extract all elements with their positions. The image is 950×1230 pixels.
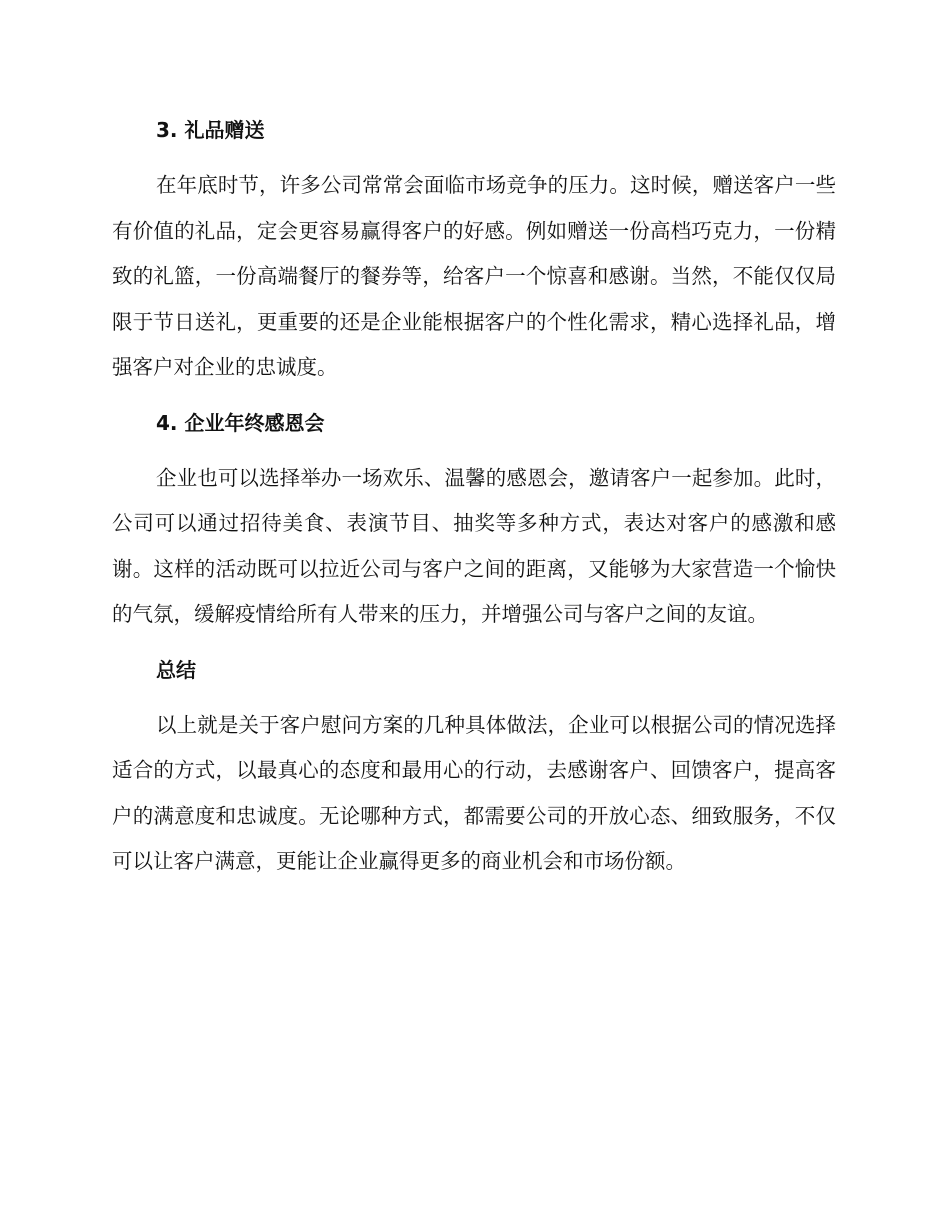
section-heading-gifts: 3. 礼品赠送	[156, 118, 265, 142]
section-heading-thanksgiving-event: 4. 企业年终感恩会	[156, 410, 325, 435]
section-paragraph-gifts: 在年底时节，许多公司常常会面临市场竞争的压力。这时候，赠送客户一些有价值的礼品，定会更容易赢得客户的好感。例如赠送一份高档巧克力，一份精致的礼篮，一份高端餐厅的餐券等，给客户一个惊喜和感谢。当然，不能仅仅局限于节日送礼，更重要的还是企业能根据客户的个性化需求，精心选择礼品，增强客户对企业的忠诚度。	[112, 173, 836, 379]
document-body	[112, 108, 836, 885]
section-paragraph-thanksgiving-event: 企业也可以选择举办一场欢乐、温馨的感恩会，邀请客户一起参加。此时，公司可以通过招待美食、表演节目、抽奖等多种方式，表达对客户的感激和感谢。这样的活动既可以拉近公司与客户之间的距离，又能够为大家营造一个愉快的气氛，缓解疫情给所有人带来的压力，并增强公司与客户之间的友谊。	[112, 465, 836, 626]
section-heading-summary: 总结	[156, 657, 196, 682]
section-paragraph-summary: 以上就是关于客户慰问方案的几种具体做法，企业可以根据公司的情况选择适合的方式，以最真心的态度和最用心的行动，去感谢客户、回馈客户，提高客户的满意度和忠诚度。无论哪种方式，都需要公司的开放心态、细致服务，不仅可以让客户满意，更能让企业赢得更多的商业机会和市场份额。	[112, 712, 836, 873]
